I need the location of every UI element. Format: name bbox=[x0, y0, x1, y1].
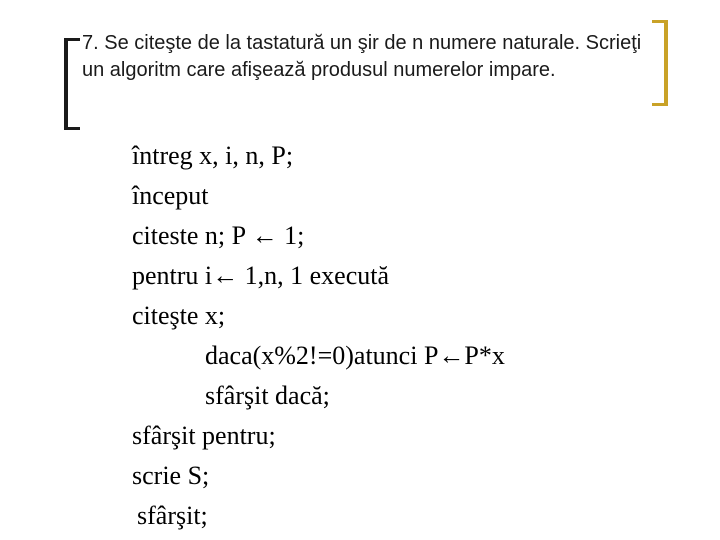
slide-title: 7. Se citeşte de la tastatură un şir de n numere naturale. Scrieţi un algoritm care afişează produsul numerelor impare. bbox=[82, 32, 642, 81]
code-line-end-for: sfârşit pentru; bbox=[132, 421, 276, 450]
left-bracket-decoration bbox=[64, 38, 82, 130]
code-line-read-n: citeste n; P ← 1; bbox=[132, 221, 305, 250]
code-line-read-x: citeşte x; bbox=[132, 301, 226, 330]
left-bracket-bar bbox=[64, 38, 68, 130]
left-bracket-bottom-serif bbox=[64, 127, 80, 130]
right-bracket-top-serif bbox=[652, 20, 668, 23]
code-line-write: scrie S; bbox=[132, 461, 210, 490]
pseudocode-block bbox=[132, 136, 692, 536]
code-line-end: sfârşit; bbox=[137, 501, 208, 530]
code-line-for: pentru i← 1,n, 1 execută bbox=[132, 261, 390, 290]
code-line-begin: început bbox=[132, 181, 209, 210]
right-bracket-bar bbox=[664, 20, 668, 106]
code-line-if: daca(x%2!=0)atunci P←P*x bbox=[205, 341, 505, 370]
left-bracket-top-serif bbox=[64, 38, 80, 41]
code-line-end-if: sfârşit dacă; bbox=[205, 381, 330, 410]
right-bracket-decoration bbox=[650, 20, 668, 106]
right-bracket-bottom-serif bbox=[652, 103, 668, 106]
code-line-declaration: întreg x, i, n, P; bbox=[132, 141, 294, 170]
